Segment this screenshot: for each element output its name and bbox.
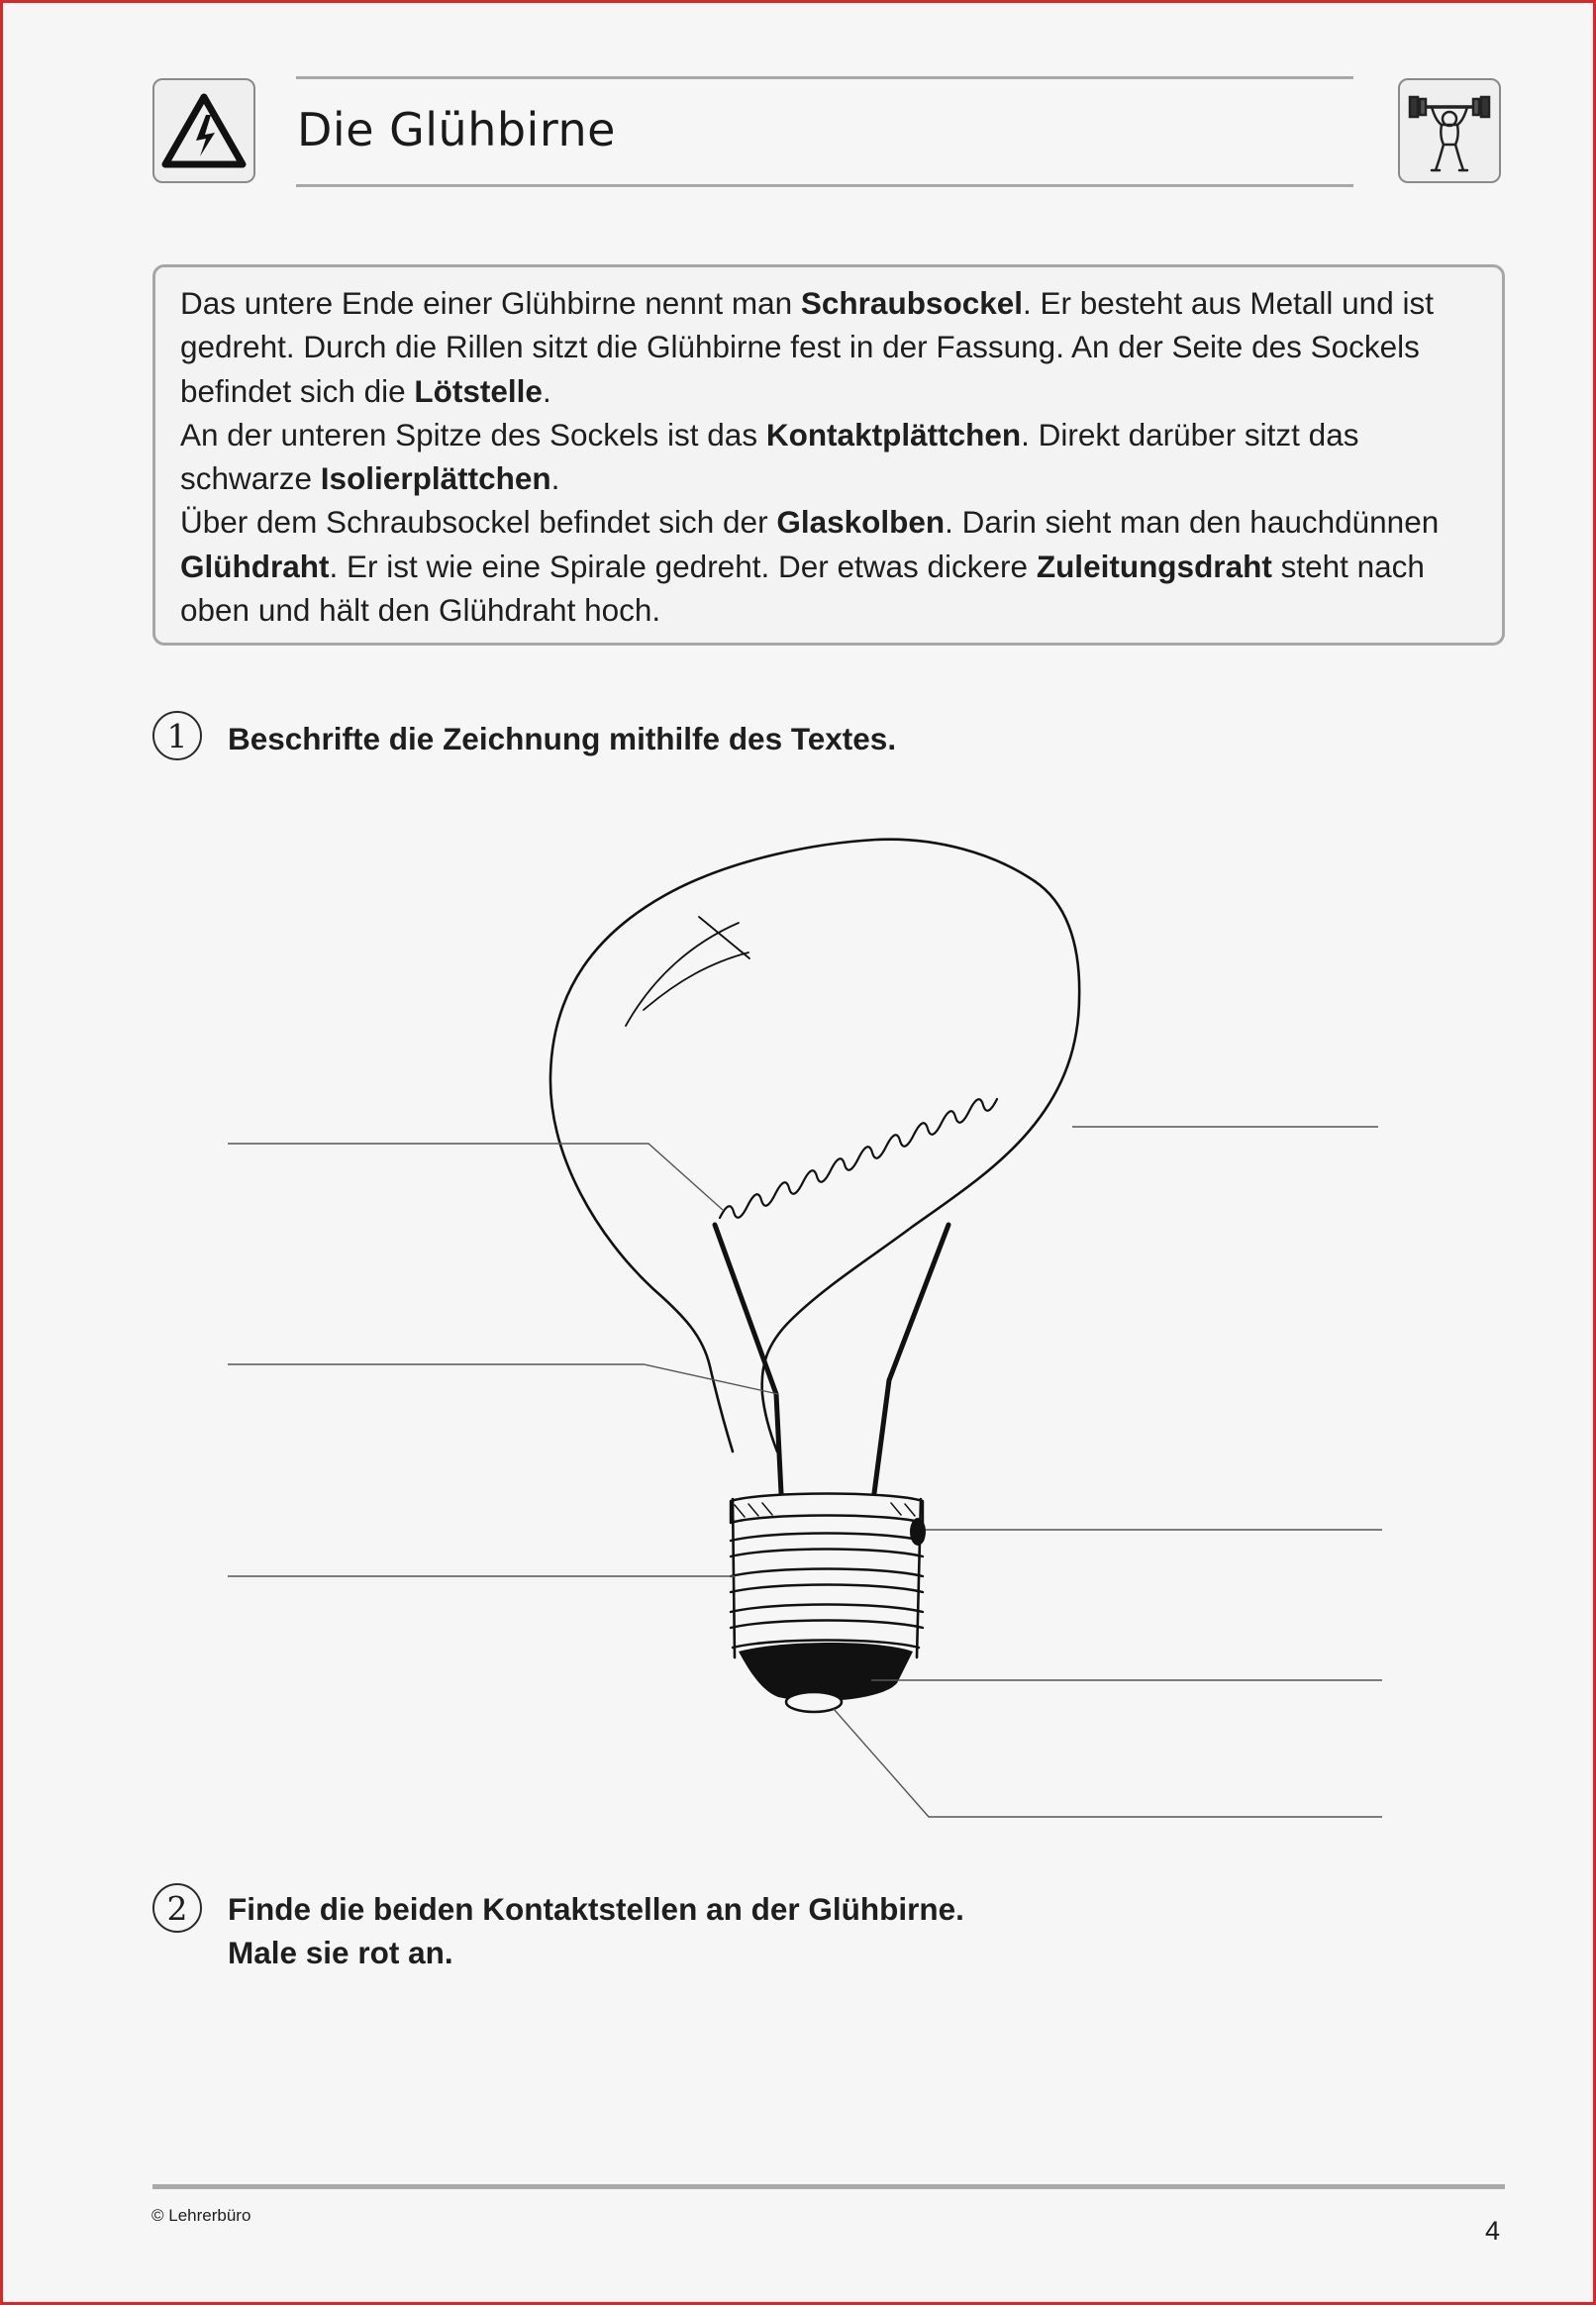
task-1-instruction: Beschrifte die Zeichnung mithilfe des Textes. [228,721,897,756]
task-2-number: 2 [152,1883,202,1933]
screw-base-outline [733,1499,921,1657]
info-text-run: . Direkt darüber sitzt das schwarze [180,416,1359,497]
key-term: Kontaktplättchen [765,416,1022,452]
lead-wire-left [715,1225,781,1493]
page-title: Die Glühbirne [297,103,616,156]
info-text-run: steht nach oben und hält den Glühdraht hoch. [180,548,1425,629]
solder-point [910,1518,926,1546]
info-text-run: . Er besteht aus Metall und ist gedreht. Durch die Rillen sitzt die Glühbirne fest in der Fassung. An der Seite des Sockels befindet sich die [180,285,1434,409]
copyright: © Lehrerbüro [151,2206,251,2225]
key-term: Glaskolben [776,504,946,541]
label-line-lead-wire [228,1364,778,1394]
task-2-line-2: Male sie rot an. [228,1935,453,1970]
contact-plate [786,1692,842,1712]
info-text-run: An der unteren Spitze des Sockels ist das [180,416,766,452]
filament-coil [720,1099,997,1218]
glass-bulb-outline [550,840,1079,1452]
label-lines [228,1127,1382,1817]
info-text-run: . [542,372,551,409]
key-term: Glühdraht [180,548,330,584]
lead-wire-right [874,1225,948,1493]
label-line-filament [228,1144,723,1210]
key-term: Schraubsockel [800,285,1024,321]
task-2-line-1: Finde die beiden Kontaktstellen an der Glühbirne. [228,1891,964,1927]
page-number: 4 [1485,2216,1501,2246]
task-2-instruction [228,1887,964,1974]
info-text-run: . Darin sieht man den hauchdünnen [945,504,1440,541]
label-line-contact-plate [834,1709,1382,1817]
footer-rule [152,2184,1505,2189]
key-term: Zuleitungsdraht [1036,548,1272,584]
key-term: Isolierplättchen [320,460,551,497]
key-term: Lötstelle [414,372,543,409]
info-text-run: . Er ist wie eine Spirale gedreht. Der etwas dickere [329,548,1037,584]
info-text-run: Das untere Ende einer Glühbirne nennt man [180,285,801,321]
task-1-number: 1 [152,711,202,760]
info-text-run: Über dem Schraubsockel befindet sich der [180,504,777,541]
info-text-run: . [550,460,560,497]
